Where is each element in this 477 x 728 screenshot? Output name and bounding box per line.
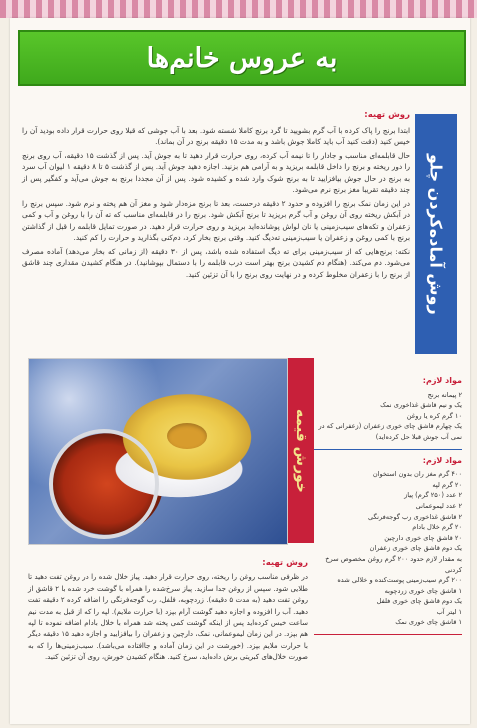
side-title-stew-text: خورش قیمه: [293, 408, 309, 493]
ingredient-item: یک دوم قاشق چای خوری زعفران: [369, 544, 462, 553]
ingredient-item: ۲۰ گرم لپه: [432, 480, 462, 489]
food-photo: [28, 358, 288, 545]
ingredients-column: [314, 372, 462, 641]
decorative-top-strip: [0, 0, 477, 18]
ingredient-item: یک و نیم قاشق غذاخوری نمک: [380, 401, 462, 410]
stew-bowl-photo-detail: [49, 429, 159, 539]
ingredient-item: ۲۰ گرم خلال بادام: [412, 523, 462, 532]
ingredient-item: یک دوم قاشق چای خوری فلفل: [376, 597, 462, 606]
ingredient-item: ۱۰ گرم کره یا روغن: [406, 411, 462, 420]
section-side-title-rice: [415, 114, 457, 354]
ingredient-item: ۲۰۰ گرم سیب‌زمینی پوست‌کنده و خلالی شده: [337, 576, 462, 585]
stew-method-column: [28, 558, 308, 666]
magazine-page: [10, 18, 470, 724]
ingredient-item: ۲۰ قاشق چای خوری دارچین: [384, 533, 462, 542]
side-title-rice-text: روش آماده‌کردن چلو: [426, 153, 446, 315]
ingredient-item: ۲ قاشق غذاخوری رب گوجه‌فرنگی: [368, 512, 462, 521]
rice-note-paragraph: نکته: برنج‌هایی که از سیب‌زمینی برای ته دیگ استفاده شده باشد، پس از ۳۰ دقیقه (از زمانی که بخار می‌دهد) آماده مصرف می‌شود. دم می‌کند. (هنگام دم کشیدن برنج بهتر است درب قابلمه را با دستمال بپوشانید). در هنگام کشیدن مقداری چند قاشق از برنج را با زعفران مخلوط کرده و در نهایت روی برنج را با آن تزئین کنید.: [22, 246, 410, 279]
divider: [314, 634, 462, 635]
ingredient-item: ۱ قاشق چای خوری زردچوبه: [384, 586, 462, 595]
ingredients-list-rice: [314, 390, 462, 443]
rice-paragraph: در این زمان نمک برنج را افزوده و حدود ۲ دقیقه درحست، بعد تا برنج مزه‌دار شود و مغز آن هم پخته و نرم شود. سپس برنج را در آبکش ریخته روی آن روغن و آب گرم بریزید تا برنج آبکش شود. برنج را در قابلمه‌ای مناسب که ته آن را با روغن و آب و کمی زعفران و تکه‌های سیب‌زمینی یا نان لواش پوشانده‌اید بریزید و روی حرارت قرار دهید. در صورت تمایل قابلمه را قبل از گذاشتن برنج با کمی روغن و زعفران یا سیب‌زمینی ته‌دیگ کنید. وقتی برنج بخار کرد، دم‌کنی بگذارید و حرارت را کم کنید.: [22, 198, 410, 242]
title-banner: [18, 30, 466, 86]
rice-paragraph: حال قابلمه‌ای مناسب و جادار را تا نیمه آب کرده، روی حرارت قرار دهید تا به جوش آید. پس از گذشت ۱۵ دقیقه، آب روی برنج را دور ریخته و برنج را داخل قابلمه بریزید و به آرامی هم بزنید. اجازه دهید جوش آید. پس از گذشت ۵ تا ۸ دقیقه ۱ لیوان آب سرد به برنج در حال جوش بیافزایید تا به برنج شوک وارد شده و کشیده شود. پس از آن مجددا برنج به جوش می‌آید و کفگیر پس از چند دقیقه تقریبا مغز برنج نرم می‌شود.: [22, 150, 411, 194]
ingredients-heading-rice: مواد لازم:: [422, 376, 462, 385]
rice-paragraph: ابتدا برنج را پاک کرده با آب گرم بشویید تا گرد برنج کاملا شسته شود. بعد با آب جوشی که قبلا روی حرارت قرار داده بودید آن را خیس کنید (دقت کنید آب باید کاملا جوش باشد و به مدت ۱۵ دقیقه برنج در آن بماند).: [22, 125, 410, 146]
ingredients-heading-stew: مواد لازم:: [422, 455, 462, 465]
ingredient-item: ۱ قاشق چای خوری نمک: [395, 618, 462, 627]
ingredient-item: ۲ عدد لیموعمانی: [415, 501, 462, 510]
ingredient-item: ۱ لیتر آب: [436, 607, 462, 616]
stew-method-heading: روش تهیه:: [262, 558, 308, 568]
ingredient-item: به مقدار لازم حدود ۲۰۰ گرم روغن مخصوص سرخ کردنی: [325, 554, 462, 574]
ingredient-item: ۲ عدد (۲۵۰ گرم) پیاز: [404, 491, 462, 500]
ingredient-item: ۲ پیمانه برنج: [427, 390, 462, 399]
stew-method-paragraph: در ظرفی مناسب روغن را ریخته، روی حرارت قرار دهید. پیاز خلال شده را در روغن تفت دهید تا طلایی شود. سپس از روغن جدا سازید. پیاز سرخ‌شده را همراه با گوشت خرد شده با ۲ قاشق از روغن تفت دهید (به مدت ۵ دقیقه). زردچوبه، فلفل، رب گوجه‌فرنگی را اضافه کرده ۲ دقیقه تفت دهید. آب را افزوده و اجازه دهید گوشت آرام بپزد (با حرارت ملایم). لپه را که از قبل به مدت نیم ساعت خیس کرده‌اید پس از اینکه گوشت کمی پخته شد همراه با خلال بادام اضافه نموده تا لپه هم بپزد. در این زمان لیموعمانی، نمک، دارچین و زعفران را بیافزایید و اجازه دهید ۱۵ دقیقه دیگر با حرارت ملایم بپزد. (خورشت در این زمان آماده و جاافتاده می‌باشد). سیب‌زمینی‌ها را که به صورت خلال‌های کبریتی برش داده‌اید، سرخ کنید. هنگام کشیدن خورش، روی آن تزئین کنید.: [28, 573, 309, 662]
ingredient-item: ۴۰۰ گرم مغز ران بدون استخوان: [372, 470, 462, 479]
section-side-title-stew: [288, 358, 314, 543]
rice-method-column: [22, 110, 410, 282]
ingredient-item: یک چهارم قاشق چای خوری زعفران (زعفرانی که در نمی آب جوش قبلا حل کرده‌اید): [318, 422, 462, 441]
ingredients-list-stew: [314, 469, 462, 628]
divider: [314, 449, 462, 450]
rice-ring-photo-detail: [167, 423, 207, 449]
rice-method-heading: روش تهیه:: [364, 110, 410, 120]
page-title: به عروس خانم‌ها: [146, 42, 338, 74]
